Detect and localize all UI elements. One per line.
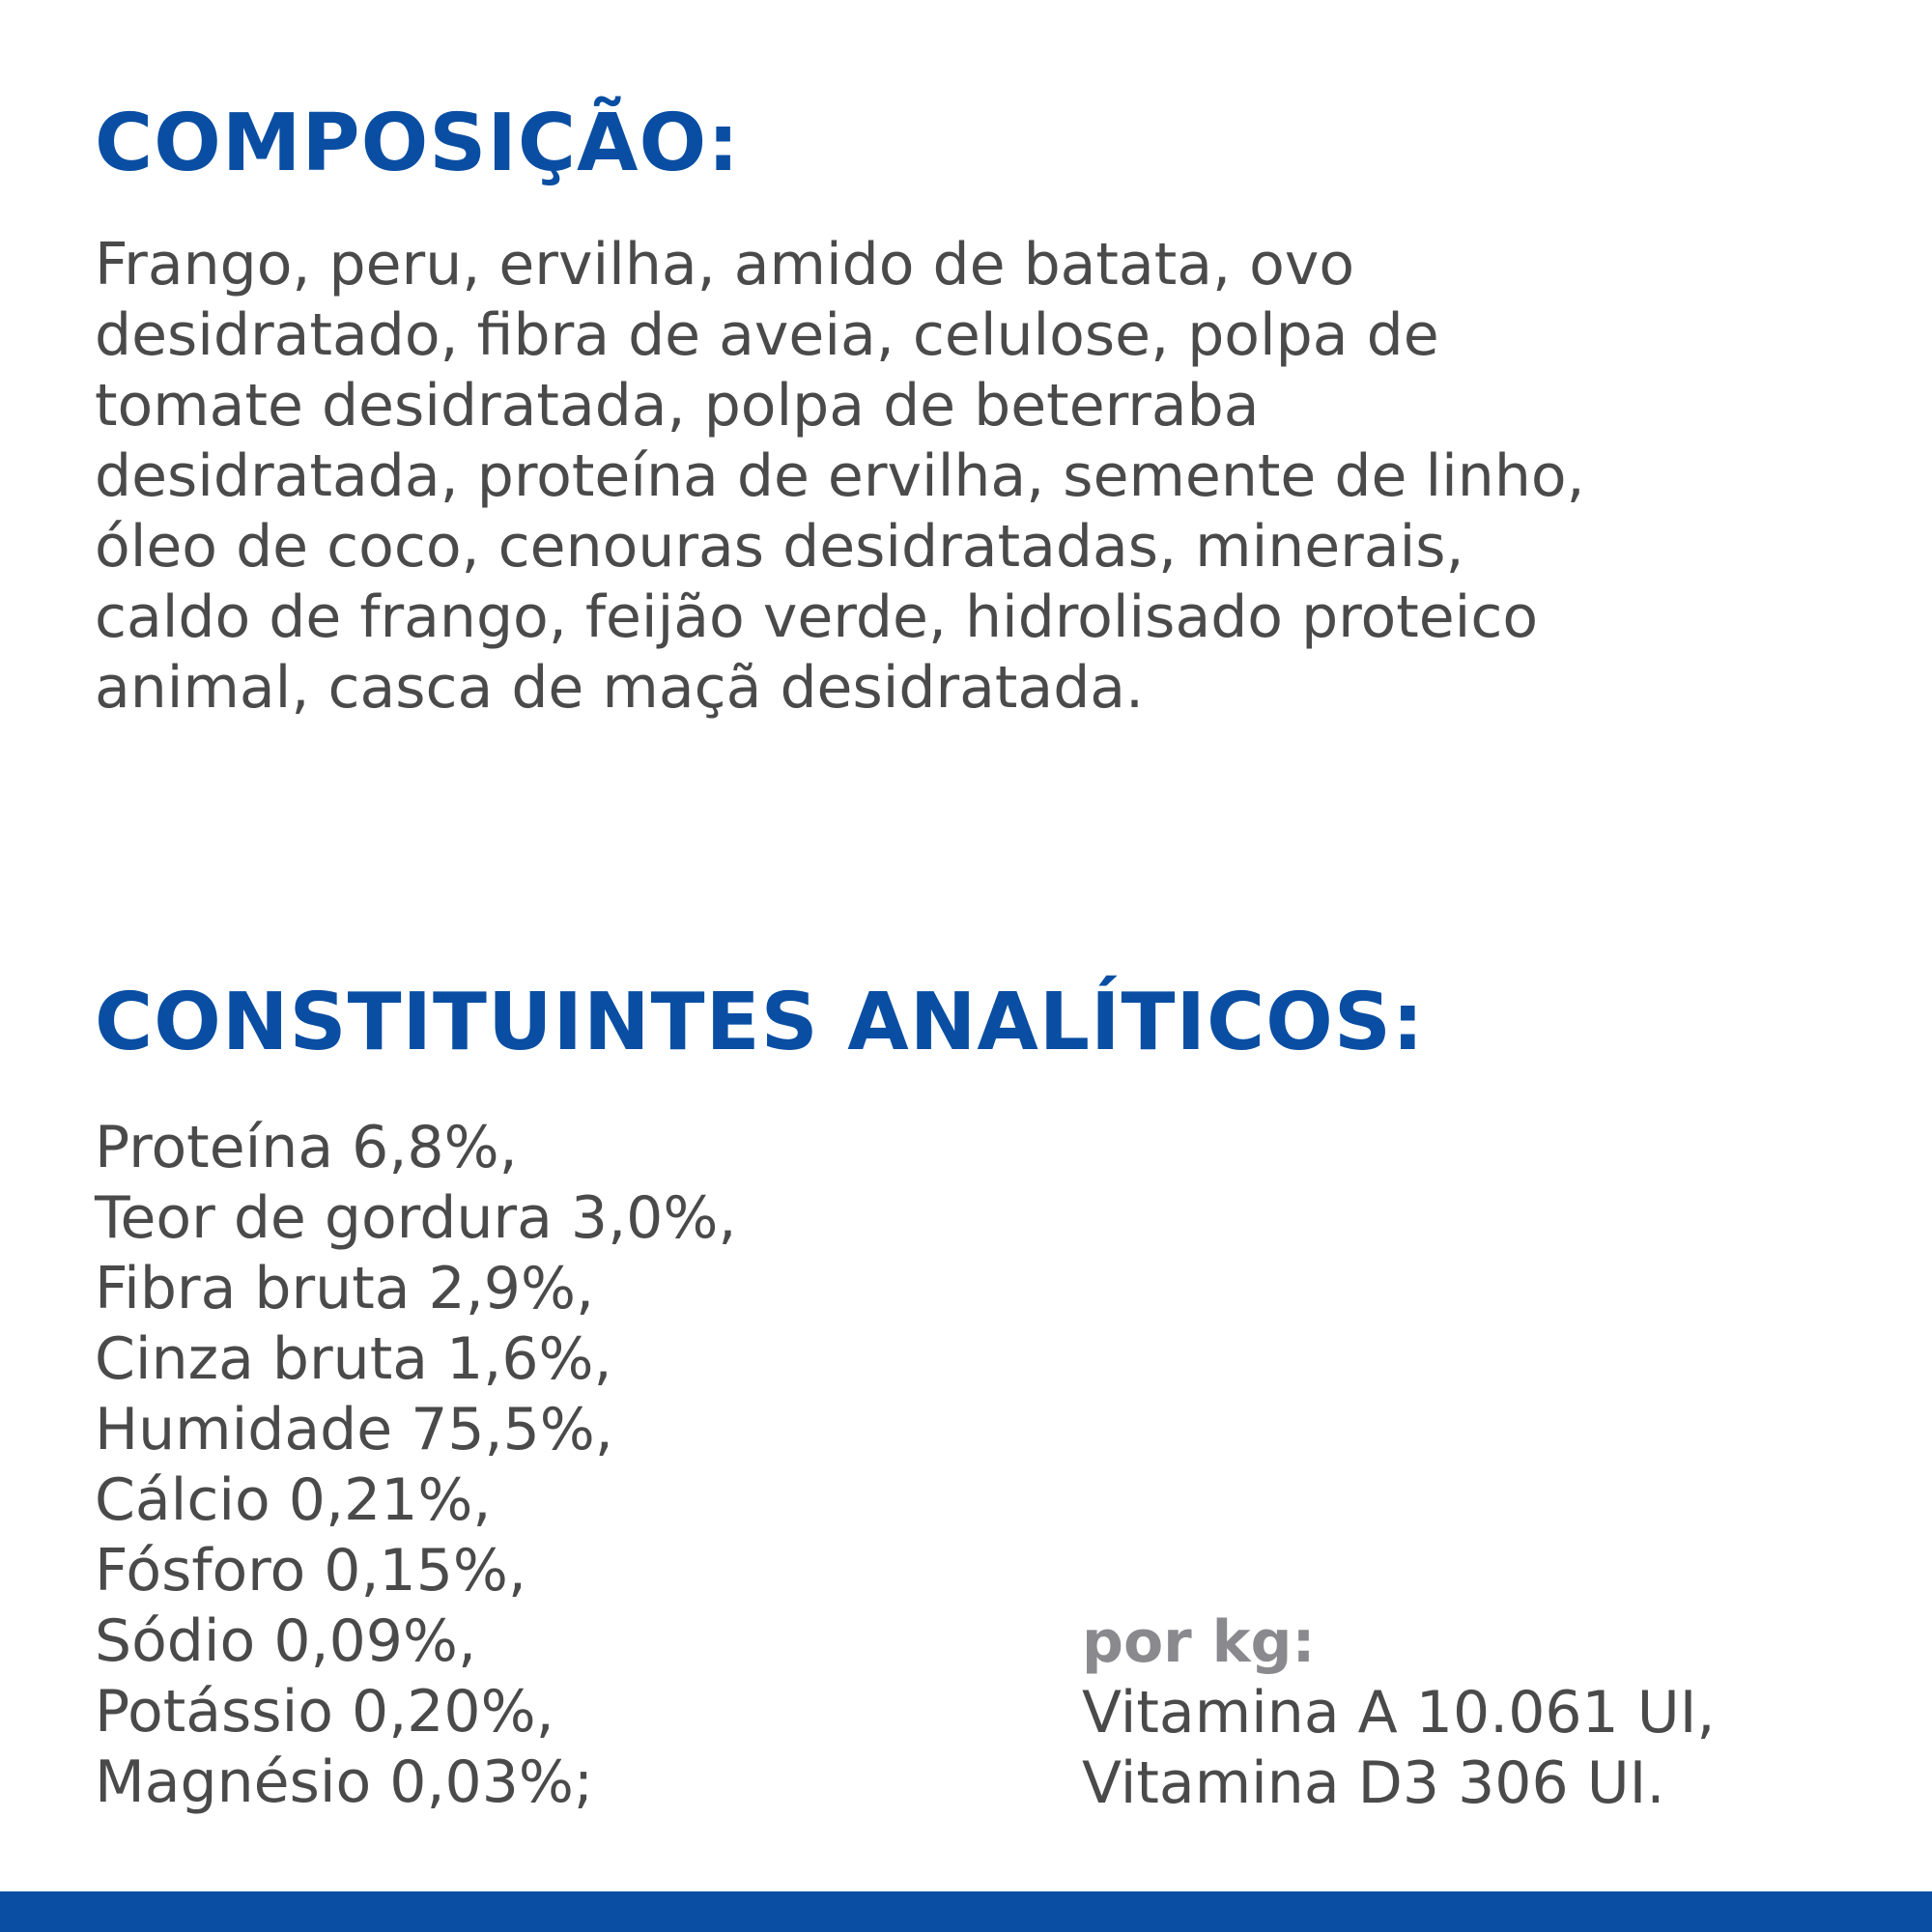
composition-line: desidratado, fibra de aveia, celulose, polpa de — [95, 301, 1439, 369]
per-kg-item-vitamin-a: Vitamina A 10.061 UI, — [1082, 1679, 1716, 1747]
analytical-constituents-list — [95, 1113, 736, 1818]
composition-line: Frango, peru, ervilha, amido de batata, ovo — [95, 231, 1355, 298]
composition-line: animal, casca de maçã desidratada. — [95, 654, 1145, 722]
analytical-item-crude-fibre: Fibra bruta 2,9%, — [95, 1255, 595, 1322]
per-kg-list — [1082, 1678, 1716, 1819]
analytical-item-sodium: Sódio 0,09%, — [95, 1607, 477, 1675]
analytical-item-magnesium: Magnésio 0,03%; — [95, 1748, 594, 1816]
per-kg-section — [1082, 1607, 1716, 1819]
analytical-constituents-heading: CONSTITUINTES ANALÍTICOS: — [95, 977, 1425, 1068]
analytical-item-crude-ash: Cinza bruta 1,6%, — [95, 1325, 612, 1393]
composition-line: caldo de frango, feijão verde, hidrolisado proteico — [95, 583, 1539, 651]
analytical-item-phosphorus: Fósforo 0,15%, — [95, 1537, 526, 1605]
composition-line: tomate desidratada, polpa de beterraba — [95, 372, 1260, 440]
analytical-item-potassium: Potássio 0,20%, — [95, 1678, 554, 1746]
composition-line: óleo de coco, cenouras desidratadas, minerais, — [95, 513, 1464, 581]
analytical-item-protein: Proteína 6,8%, — [95, 1114, 518, 1181]
per-kg-item-vitamin-d3: Vitamina D3 306 UI. — [1082, 1749, 1665, 1817]
bottom-accent-bar — [0, 1891, 1932, 1932]
analytical-item-moisture: Humidade 75,5%, — [95, 1396, 613, 1463]
analytical-item-fat: Teor de gordura 3,0%, — [95, 1184, 737, 1252]
per-kg-label: por kg: — [1082, 1608, 1316, 1676]
composition-heading: COMPOSIÇÃO: — [95, 98, 741, 189]
composition-line: desidratada, proteína de ervilha, semente de linho, — [95, 442, 1585, 510]
composition-text — [95, 230, 1833, 724]
analytical-item-calcium: Cálcio 0,21%, — [95, 1466, 492, 1534]
